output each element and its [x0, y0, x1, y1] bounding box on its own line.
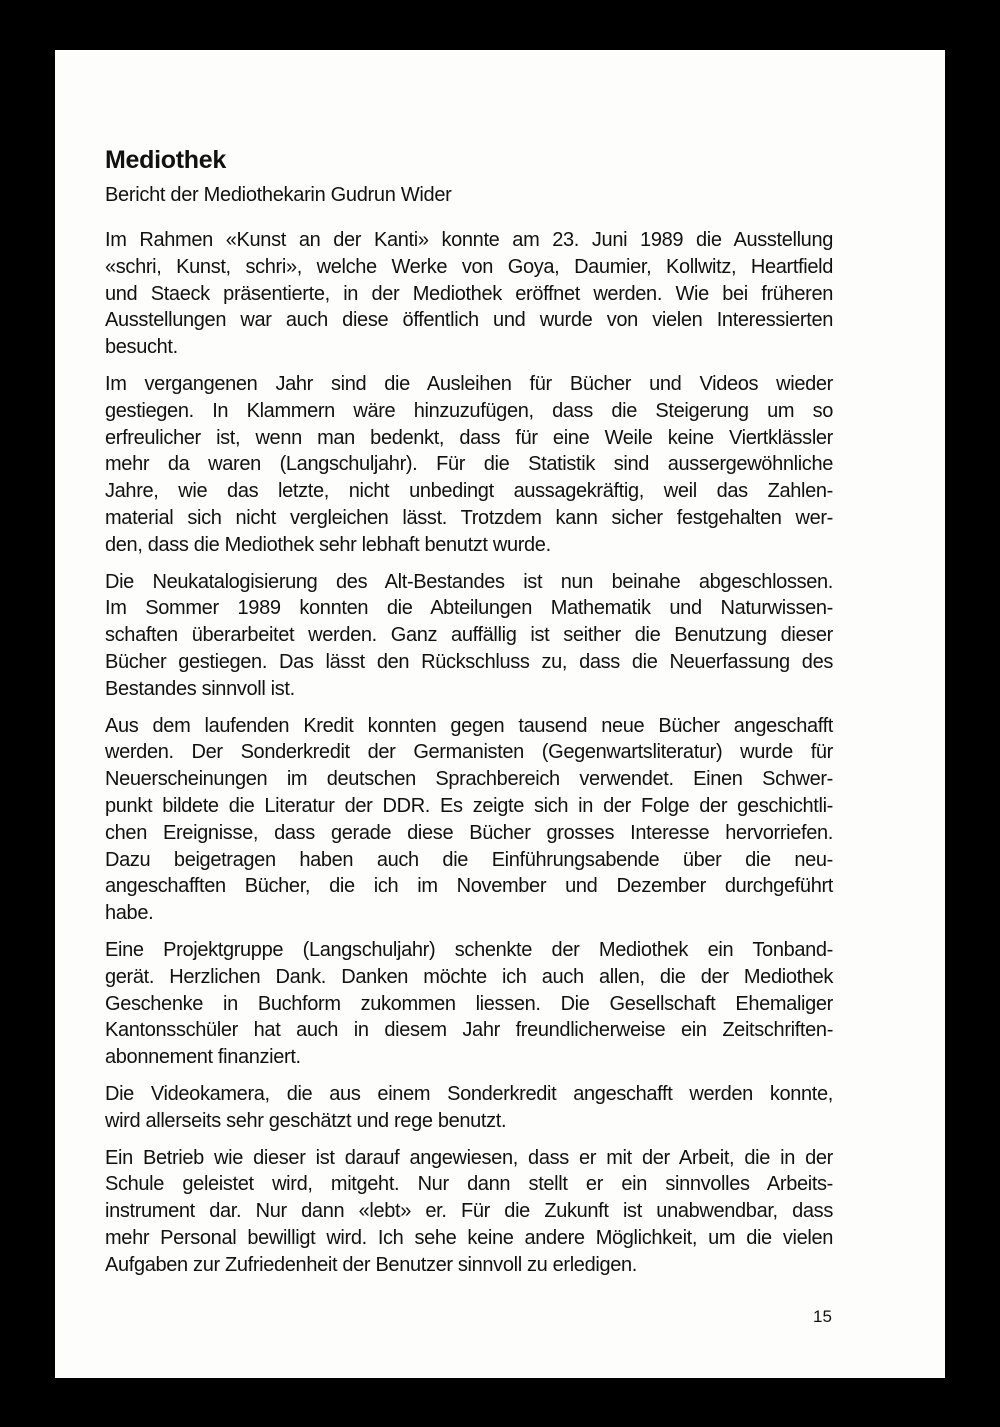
paragraph: [105, 713, 833, 927]
text-line: punkt bildete die Literatur der DDR. Es zeigte sich in der Folge der geschichtli-: [105, 794, 833, 817]
text-line: Dazu beigetragen haben auch die Einführungsabende über die neu-: [105, 848, 833, 871]
text-line: abonnement finanziert.: [105, 1046, 301, 1069]
text-line: Jahre, wie das letzte, nicht unbedingt aussagekräftig, weil das Zahlen-: [105, 480, 833, 503]
paragraph: [105, 227, 833, 361]
text-line: Ausstellungen war auch diese öffentlich und wurde von vielen Interessierten: [105, 309, 833, 332]
text-line: Bücher gestiegen. Das lässt den Rückschluss zu, dass die Neuerfassung des: [105, 650, 833, 673]
text-line: Die Neukatalogisierung des Alt-Bestandes ist nun beinahe abgeschlossen.: [105, 570, 833, 593]
text-line: Bestandes sinnvoll ist.: [105, 677, 295, 700]
text-line: «schri, Kunst, schri», welche Werke von Goya, Daumier, Kollwitz, Heartfield: [105, 255, 833, 278]
text-line: Kantonsschüler hat auch in diesem Jahr freundlicherweise ein Zeitschriften-: [105, 1019, 833, 1042]
text-line: gerät. Herzlichen Dank. Danken möchte ich auch allen, die der Mediothek: [105, 965, 833, 988]
text-line: den, dass die Mediothek sehr lebhaft benutzt wurde.: [105, 533, 551, 556]
text-line: chen Ereignisse, dass gerade diese Bücher grosses Interesse hervorriefen.: [105, 821, 833, 844]
text-line: Schule geleistet wird, mitgeht. Nur dann stellt er ein sinnvolles Arbeits-: [105, 1173, 833, 1196]
paragraph: [105, 371, 833, 559]
text-line: gestiegen. In Klammern wäre hinzuzufügen, dass die Steigerung um so: [105, 399, 833, 422]
article-body: [105, 227, 833, 1288]
text-line: instrument dar. Nur dann «lebt» er. Für die Zukunft ist unabwendbar, dass: [105, 1200, 833, 1223]
text-line: Geschenke in Buchform zukommen liessen. Die Gesellschaft Ehemaliger: [105, 992, 833, 1015]
text-line: mehr da waren (Langschuljahr). Für die Statistik sind aussergewöhnliche: [105, 453, 833, 476]
text-line: mehr Personal bewilligt wird. Ich sehe keine andere Möglichkeit, um die vielen: [105, 1226, 833, 1249]
text-line: habe.: [105, 902, 154, 925]
text-line: Im Sommer 1989 konnten die Abteilungen Mathematik und Naturwissen-: [105, 597, 833, 620]
paragraph: [105, 937, 833, 1071]
text-line: Ein Betrieb wie dieser ist darauf angewiesen, dass er mit der Arbeit, die in der: [105, 1146, 833, 1169]
text-line: angeschafften Bücher, die ich im November und Dezember durchgeführt: [105, 875, 833, 898]
page-title: Mediothek: [105, 146, 226, 174]
text-line: besucht.: [105, 336, 178, 359]
text-line: Eine Projektgruppe (Langschuljahr) schenkte der Mediothek ein Tonband-: [105, 938, 833, 961]
text-line: Im vergangenen Jahr sind die Ausleihen für Bücher und Videos wieder: [105, 372, 833, 395]
text-line: wird allerseits sehr geschätzt und rege benutzt.: [105, 1109, 507, 1132]
text-line: material sich nicht vergleichen lässt. Trotzdem kann sicher festgehalten wer-: [105, 506, 833, 529]
text-line: Aus dem laufenden Kredit konnten gegen tausend neue Bücher angeschafft: [105, 714, 833, 737]
text-line: Neuerscheinungen im deutschen Sprachbereich verwendet. Einen Schwer-: [105, 768, 833, 791]
text-line: Im Rahmen «Kunst an der Kanti» konnte am 23. Juni 1989 die Ausstellung: [105, 229, 833, 251]
page-number: 15: [813, 1307, 832, 1326]
text-line: und Staeck präsentierte, in der Mediothek eröffnet werden. Wie bei früheren: [105, 282, 833, 305]
text-line: Die Videokamera, die aus einem Sonderkredit angeschafft werden konnte,: [105, 1082, 833, 1105]
text-line: erfreulicher ist, wenn man bedenkt, dass für eine Weile keine Viertklässler: [105, 426, 833, 449]
paragraph: [105, 569, 833, 703]
text-line: Aufgaben zur Zufriedenheit der Benutzer sinnvoll zu erledigen.: [105, 1253, 637, 1276]
text-line: schaften überarbeitet werden. Ganz auffällig ist seither die Benutzung dieser: [105, 624, 833, 647]
paragraph: [105, 1081, 833, 1135]
text-line: werden. Der Sonderkredit der Germanisten (Gegenwartsliteratur) wurde für: [105, 741, 833, 764]
paragraph: [105, 1145, 833, 1279]
document-page: [55, 50, 945, 1378]
page-subtitle: Bericht der Mediothekarin Gudrun Wider: [105, 184, 452, 206]
